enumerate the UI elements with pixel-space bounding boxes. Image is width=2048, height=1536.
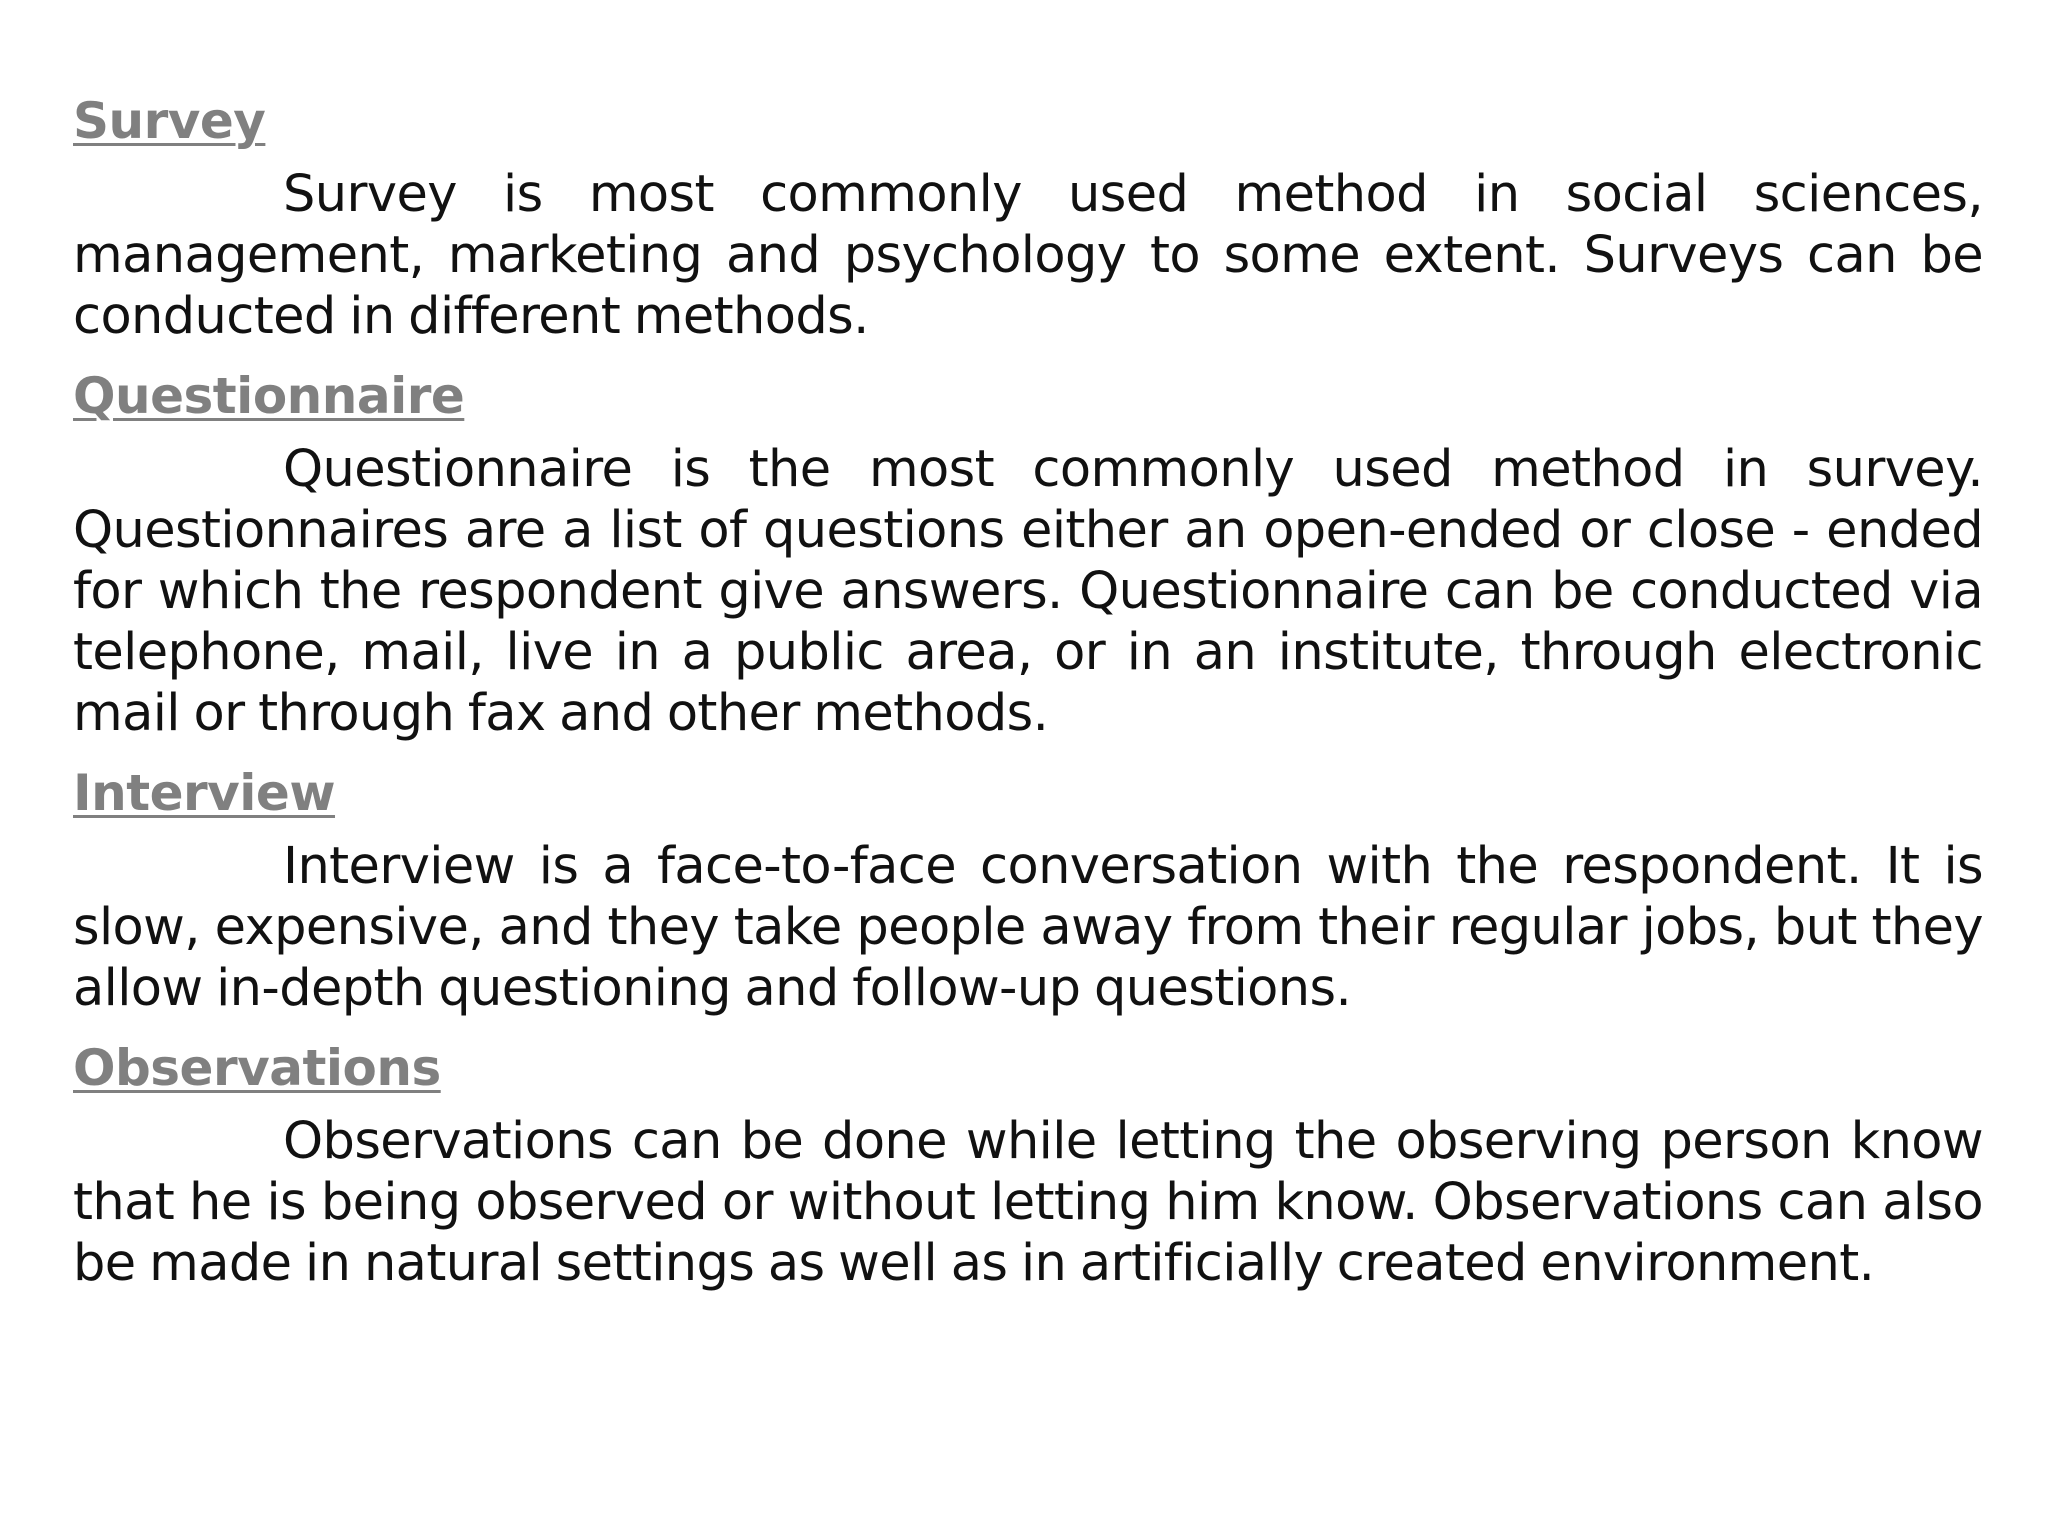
section-paragraph: Survey is most commonly used method in social sciences, management, marketing and psychology to some extent. Surveys can be conducted in different methods. <box>73 165 1983 346</box>
section-paragraph: Questionnaire is the most commonly used method in survey. Questionnaires are a list of questions either an open-ended or close - ended for which the respondent give answers. Questionnaire can be conducted via telephone, mail, live in a public area, or in an institute, through electronic mail or through fax and other methods. <box>73 440 1983 743</box>
section-heading: Questionnaire <box>73 367 465 425</box>
section-heading: Observations <box>73 1039 441 1097</box>
section-heading: Interview <box>73 764 336 822</box>
slide-content <box>73 90 1983 1312</box>
section-survey <box>73 90 1983 347</box>
section-heading: Survey <box>73 92 266 150</box>
section-paragraph: Observations can be done while letting the observing person know that he is being observed or without letting him know. Observations can also be made in natural settings as well as in artificially created environment. <box>73 1112 1983 1293</box>
section-paragraph: Interview is a face-to-face conversation with the respondent. It is slow, expensive, and they take people away from their regular jobs, but they allow in-depth questioning and follow-up questions. <box>73 837 1983 1018</box>
section-observations <box>73 1037 1983 1294</box>
section-questionnaire <box>73 365 1983 744</box>
section-interview <box>73 762 1983 1019</box>
